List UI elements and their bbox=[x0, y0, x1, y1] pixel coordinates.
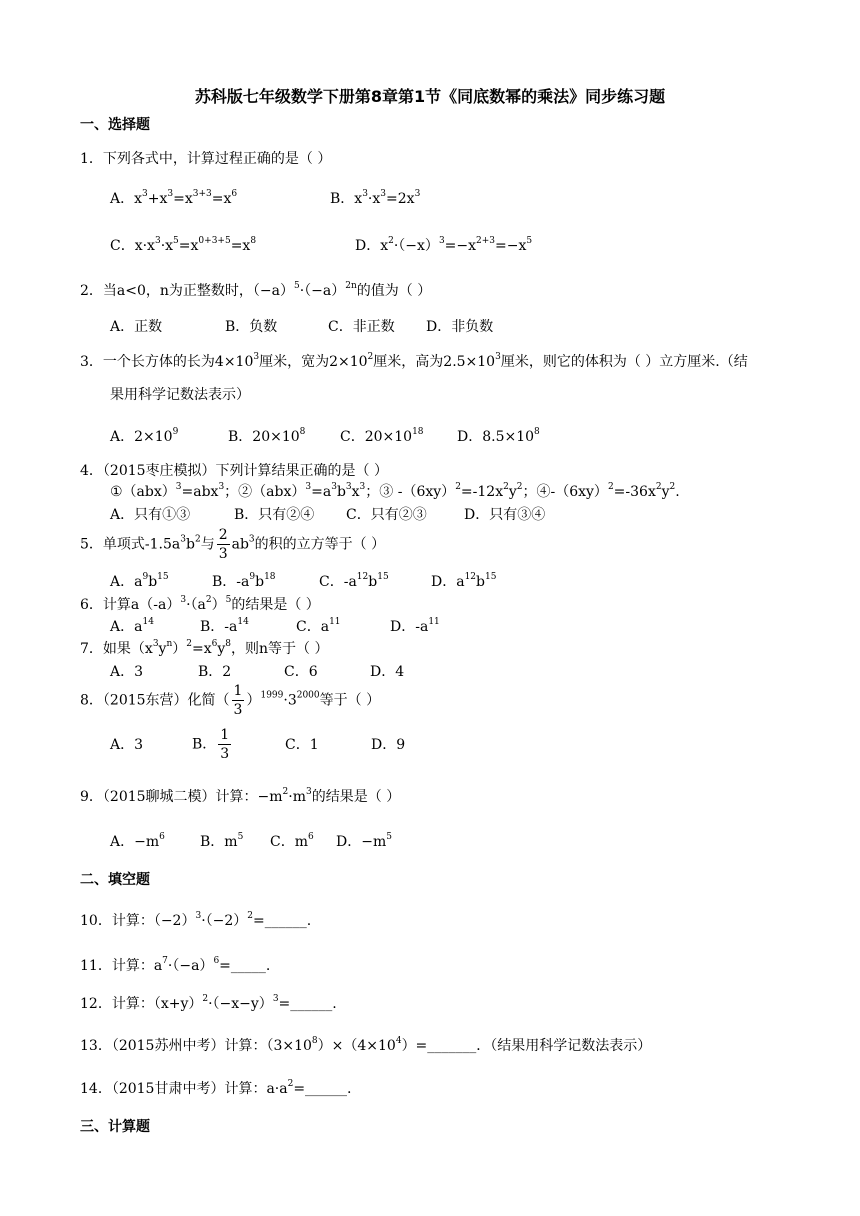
question-6-stem: 6．计算$a(-a)^3\cdot(a^2)^5$的结果是（ ） bbox=[80, 595, 320, 613]
question-7-option-d: D．4 bbox=[370, 664, 405, 680]
question-1-option-a: A．$x^3+x^3=x^{3+3}=x^6$ bbox=[110, 189, 238, 207]
question-4-option-a: A．只有①③ bbox=[110, 507, 191, 523]
question-8-option-d: D．9 bbox=[371, 736, 406, 753]
question-5-option-a: A．$a^9b^{15}$ bbox=[110, 572, 169, 590]
question-13: 13．（2015苏州中考）计算：$(3\times 10^8)\times(4\times 10^4)=\_\_\_\_\_\_\_$．（结果用科学记数法表示） bbox=[80, 1036, 652, 1054]
question-4-options bbox=[110, 504, 545, 524]
question-5-options bbox=[110, 571, 496, 591]
question-5-option-c: C．$-a^{12}b^{15}$ bbox=[319, 572, 389, 590]
section-heading-choice: 一、选择题 bbox=[80, 117, 150, 133]
question-8-option-c: C．1 bbox=[285, 736, 319, 753]
question-7-option-b: B．2 bbox=[198, 664, 232, 680]
question-9-option-c: C．$m^6$ bbox=[270, 832, 314, 850]
question-1-option-b: B．$x^3\cdot x^3=2x^3$ bbox=[330, 189, 421, 207]
question-6-option-a: A．$a^{14}$ bbox=[110, 617, 154, 635]
question-2-option-b: B．负数 bbox=[225, 319, 278, 335]
question-1-stem: 1．下列各式中，计算过程正确的是（ ） bbox=[80, 151, 332, 167]
question-5-stem: 5．单项式$-1.5a^3b^2$与 $\frac{2}{3}$ $ab^3$的积的立方等于（ ） bbox=[80, 527, 386, 562]
question-4-option-c: C．只有②③ bbox=[346, 507, 427, 523]
question-6-options bbox=[110, 616, 440, 636]
question-4-stem: 4．（2015枣庄模拟）下列计算结果正确的是（ ） bbox=[80, 463, 388, 479]
document-title: 苏科版七年级数学下册第8章第1节《同底数幂的乘法》同步练习题 bbox=[194, 87, 666, 106]
question-3-option-b: B．$20\times 10^8$ bbox=[228, 427, 306, 445]
question-9-options bbox=[110, 831, 392, 851]
question-9-option-a: A．$-m^6$ bbox=[110, 832, 165, 850]
question-11: 11．计算：$a^7\cdot(-a)^6=\_\_\_\_\_$. bbox=[80, 956, 271, 974]
question-2-stem: 2．当a<0，n为正整数时，$(-a)^5\cdot(-a)^{2n}$的值为（ ） bbox=[80, 281, 432, 299]
question-1-option-c: C．$x\cdot x^3\cdot x^5=x^{0+3+5}=x^8$ bbox=[110, 236, 257, 254]
section-heading-calculation: 三、计算题 bbox=[80, 1119, 150, 1135]
question-5-option-d: D．$a^{12}b^{15}$ bbox=[431, 572, 497, 590]
question-3-option-d: D．$8.5\times 10^8$ bbox=[457, 427, 540, 445]
section-heading-fill-in: 二、填空题 bbox=[80, 872, 150, 888]
question-6-option-b: B．$-a^{14}$ bbox=[200, 617, 249, 635]
question-3-option-c: C．$20\times 10^{18}$ bbox=[340, 427, 424, 445]
question-3-stem-line-2: 果用科学记数法表示） bbox=[110, 387, 250, 403]
fraction-one-third: $\frac{1}{3}$ bbox=[233, 683, 243, 718]
question-7-stem: 7．如果$(x^3y^n)^2=x^6y^8$，则n等于（ ） bbox=[80, 639, 329, 657]
question-7-option-c: C．6 bbox=[284, 664, 318, 680]
question-8-options bbox=[110, 726, 405, 763]
question-7-option-a: A．3 bbox=[110, 664, 144, 680]
question-6-option-d: D．$-a^{11}$ bbox=[390, 617, 440, 635]
question-4-option-d: D．只有③④ bbox=[464, 507, 546, 523]
question-2-option-d: D．非负数 bbox=[426, 319, 494, 335]
question-1-option-d: D．$x^2\cdot(-x)^3=-x^{2+3}=-x^5$ bbox=[355, 236, 533, 254]
question-8-option-a: A．3 bbox=[110, 736, 144, 753]
question-3-stem-line-1: 3．一个长方体的长为$4\times 10^3$厘米，宽为$2\times 10^2$厘米，高为$2.5\times 10^3$厘米，则它的体积为（ ）立方厘米.（结 bbox=[80, 352, 748, 370]
question-9-stem: 9．（2015聊城二模）计算：$-m^2\cdot m^3$的结果是（ ） bbox=[80, 787, 401, 805]
question-14: 14．（2015甘肃中考）计算：$a\cdot a^2=\_\_\_\_\_\_$. bbox=[80, 1079, 352, 1097]
question-2-option-a: A．正数 bbox=[110, 319, 163, 335]
question-2-options bbox=[110, 316, 493, 336]
question-4-option-b: B．只有②④ bbox=[234, 507, 315, 523]
fraction-two-thirds: $\frac{2}{3}$ bbox=[218, 527, 228, 562]
question-2-option-c: C．非正数 bbox=[328, 319, 395, 335]
question-3-option-a: A．$2\times 10^9$ bbox=[110, 427, 179, 445]
question-9-option-d: D．$-m^5$ bbox=[336, 832, 392, 850]
question-4-statements: ①（abx）$^3$=abx$^3$；$②(abx)^3=a^3b^3x^3$；③ $-(6xy)^2=-12x^2y^2$；$④-(6xy)^2=-36x^2y^2$. bbox=[110, 482, 680, 500]
question-7-options bbox=[110, 661, 404, 681]
question-6-option-c: C．$a^{11}$ bbox=[296, 617, 341, 635]
fraction-one-third-option: $\frac{1}{3}$ bbox=[220, 727, 230, 762]
question-5-option-b: B．$-a^9b^{18}$ bbox=[212, 572, 276, 590]
question-12: 12．计算：$(x+y)^2\cdot(-x-y)^3=\_\_\_\_\_\_$. bbox=[80, 994, 337, 1012]
question-8-stem: 8．（2015东营）化简（ $\frac{1}{3}$ ）$^{1999}\cdot 3^{2000}$等于（ ） bbox=[80, 683, 381, 718]
question-10: 10．计算：$(-2)^3\cdot(-2)^2=\_\_\_\_\_\_$. bbox=[80, 911, 312, 929]
question-3-options bbox=[110, 426, 540, 446]
question-9-option-b: B．$m^5$ bbox=[200, 832, 244, 850]
question-8-option-b: B． $\frac{1}{3}$ bbox=[192, 727, 230, 762]
